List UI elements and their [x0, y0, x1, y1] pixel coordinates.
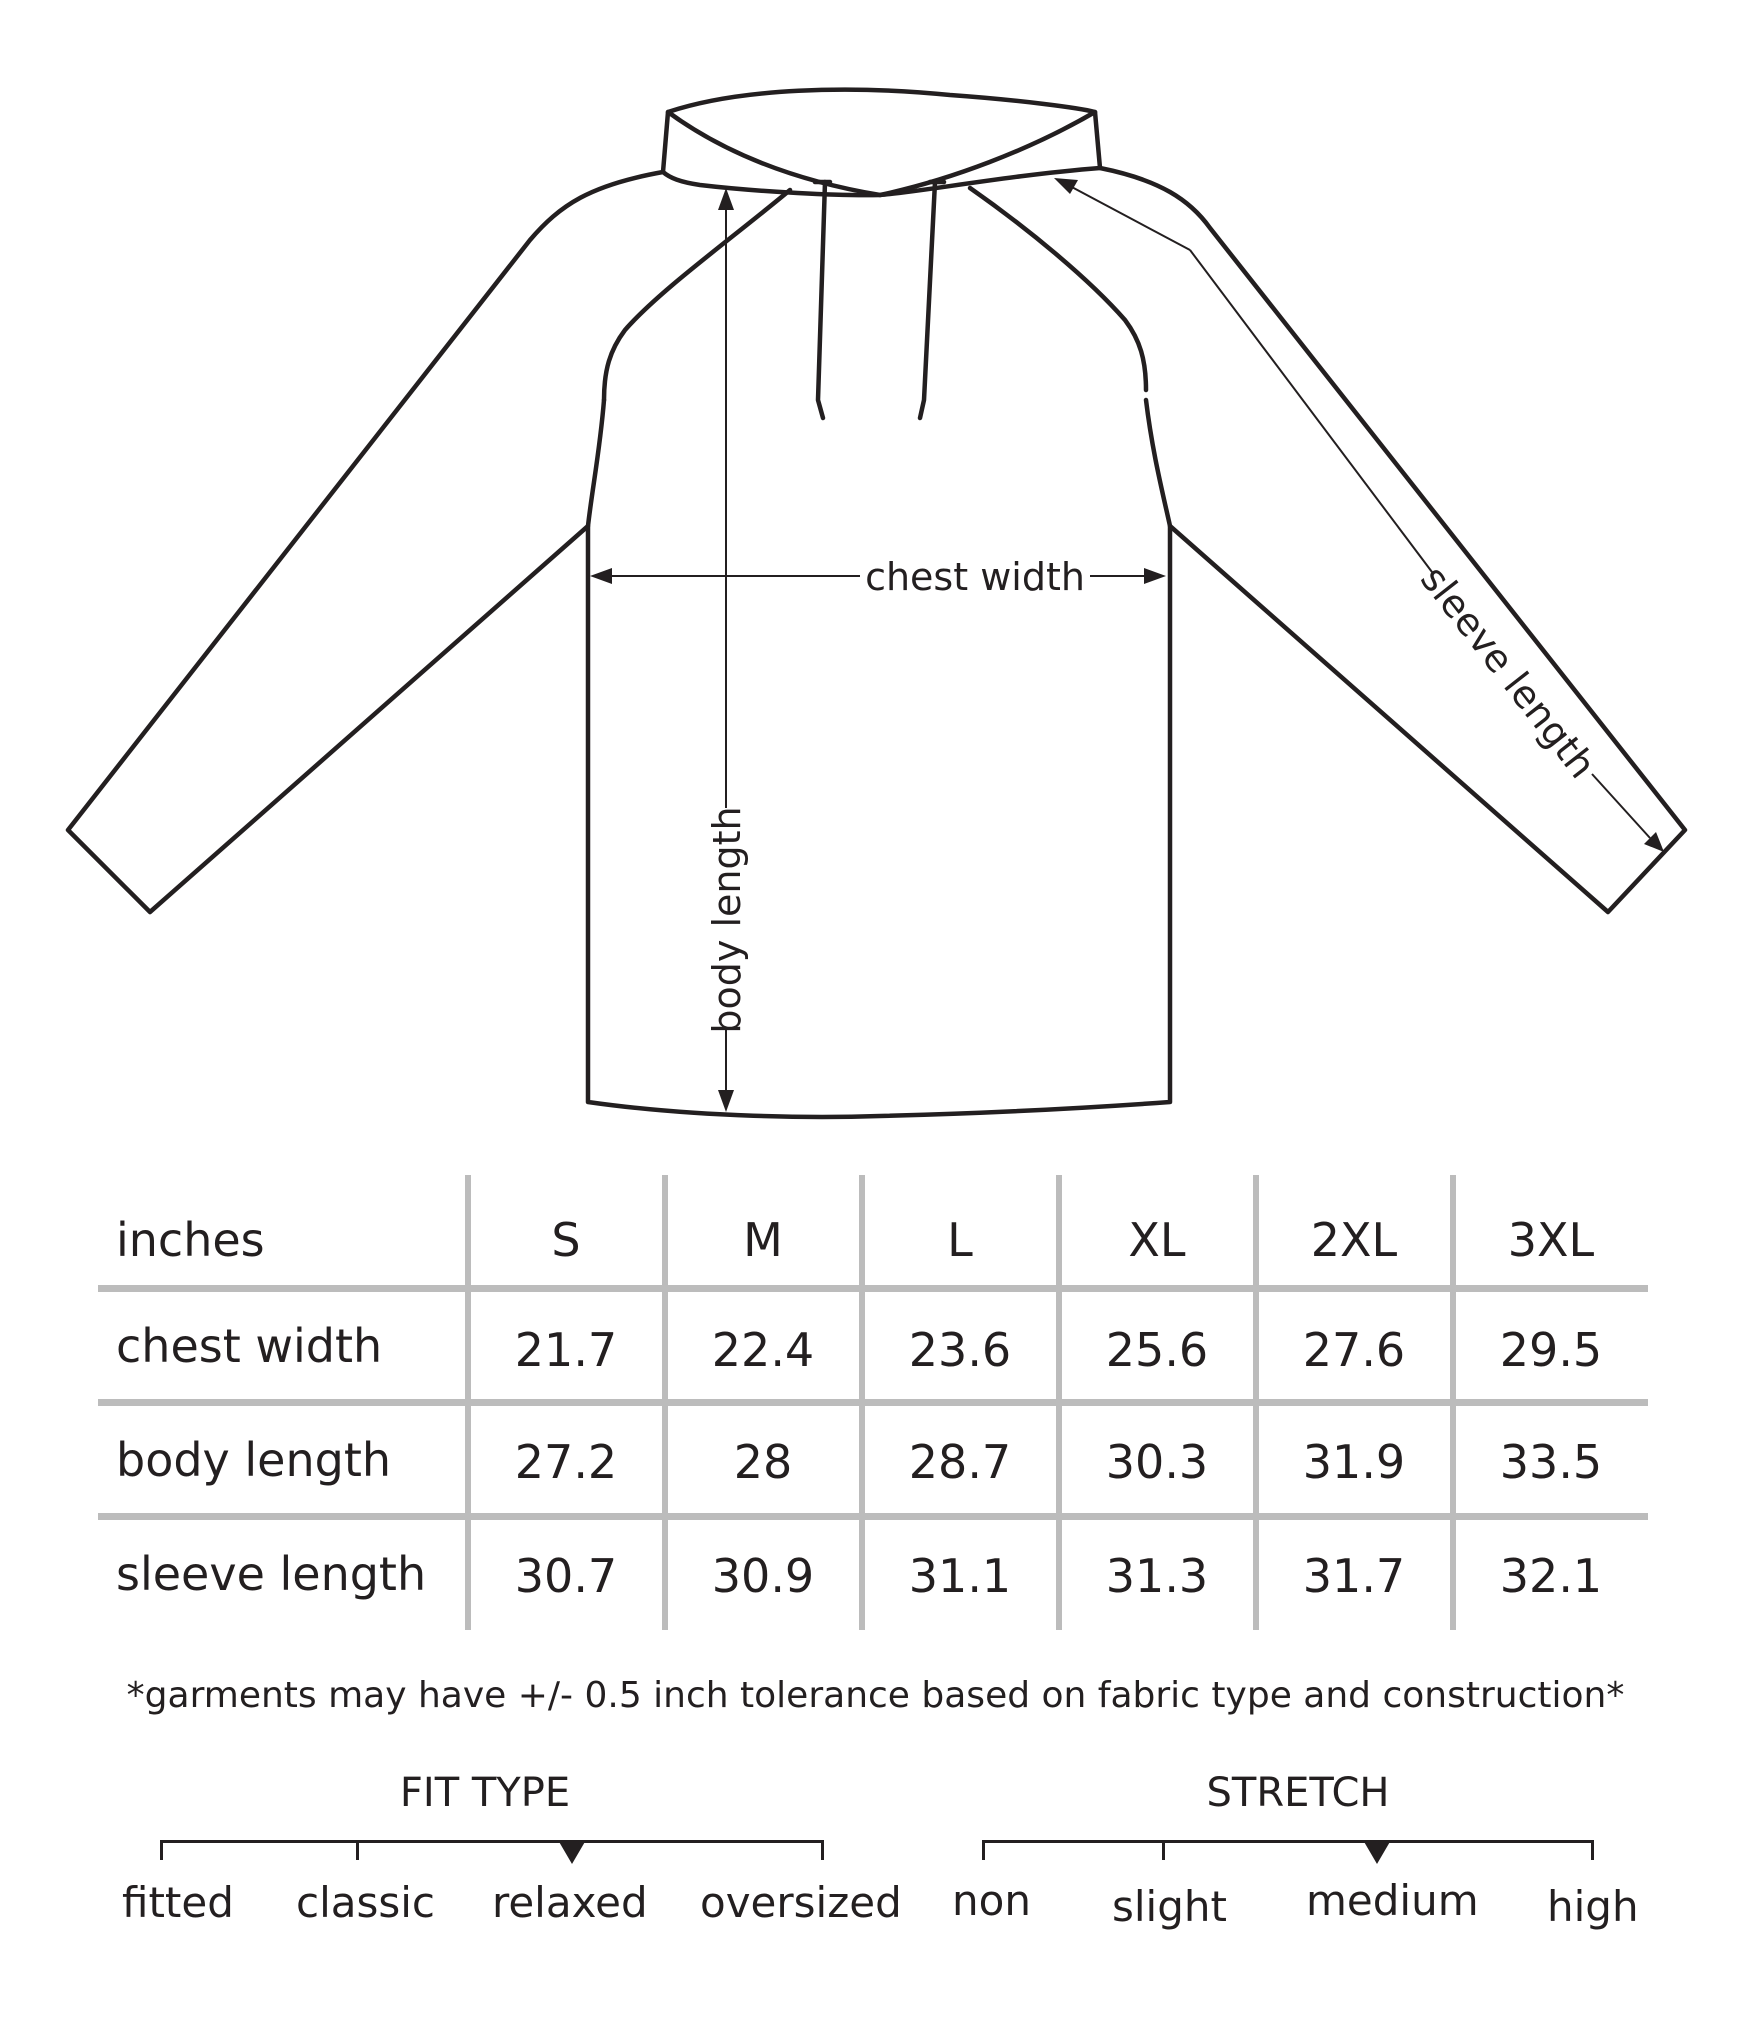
table-cell: 32.1 [1499, 1549, 1603, 1603]
table-cell: 31.1 [908, 1549, 1012, 1603]
table-cell: 30.7 [514, 1549, 618, 1603]
fit-type-option: classic [296, 1878, 436, 1927]
table-cell: 27.6 [1302, 1323, 1406, 1377]
row-label: body length [116, 1433, 392, 1487]
stretch-line [982, 1840, 1594, 1843]
stretch-option: slight [1112, 1882, 1227, 1931]
table-cell: 25.6 [1105, 1323, 1209, 1377]
stretch-marker [1363, 1840, 1391, 1864]
table-divider [98, 1513, 1648, 1520]
table-cell: 29.5 [1499, 1323, 1603, 1377]
table-cell: 28.7 [908, 1435, 1012, 1489]
stretch-tick [1162, 1840, 1165, 1860]
fit-type-line [160, 1840, 824, 1843]
fit-type-option: relaxed [492, 1878, 648, 1927]
stretch-option: medium [1306, 1876, 1479, 1925]
size-header: XL [1128, 1213, 1186, 1267]
table-cell: 22.4 [711, 1323, 815, 1377]
chest-width-measure [590, 555, 1166, 599]
fit-type-tick [356, 1840, 359, 1860]
size-table [98, 1175, 1648, 1630]
fit-type-title: FIT TYPE [399, 1770, 571, 1816]
row-label: chest width [116, 1319, 383, 1373]
fit-type-tick [160, 1840, 163, 1860]
size-header: 3XL [1507, 1213, 1595, 1267]
size-header: S [551, 1213, 581, 1267]
size-header: L [947, 1213, 973, 1267]
stretch-title: STRETCH [1206, 1770, 1390, 1816]
table-cell: 31.7 [1302, 1549, 1406, 1603]
unit-header: inches [116, 1213, 265, 1267]
tolerance-note: *garments may have +/- 0.5 inch tolerance based on fabric type and construction* [126, 1675, 1625, 1716]
stretch-tick [1591, 1840, 1594, 1860]
chest-width-label: chest width [865, 555, 1085, 599]
stretch-tick [982, 1840, 985, 1860]
body-length-label: body length [705, 806, 749, 1034]
row-label: sleeve length [116, 1547, 427, 1601]
size-header: M [743, 1213, 783, 1267]
fit-type-tick [821, 1840, 824, 1860]
table-cell: 21.7 [514, 1323, 618, 1377]
table-cell: 31.3 [1105, 1549, 1209, 1603]
table-cell: 31.9 [1302, 1435, 1406, 1489]
stretch-option: high [1547, 1882, 1639, 1931]
table-divider [98, 1399, 1648, 1406]
table-cell: 33.5 [1499, 1435, 1603, 1489]
size-header: 2XL [1310, 1213, 1398, 1267]
table-cell: 23.6 [908, 1323, 1012, 1377]
sleeve-length-measure [1054, 178, 1664, 852]
sleeve-length-label: sleeve length [1412, 557, 1605, 787]
table-cell: 30.3 [1105, 1435, 1209, 1489]
table-cell: 30.9 [711, 1549, 815, 1603]
fit-type-marker [558, 1840, 586, 1864]
table-cell: 28 [733, 1435, 793, 1489]
fit-type-option: oversized [700, 1878, 902, 1927]
fit-type-option: fitted [122, 1878, 234, 1927]
body-length-measure [705, 188, 749, 1112]
table-cell: 27.2 [514, 1435, 618, 1489]
table-divider [98, 1285, 1648, 1292]
stretch-option: non [952, 1876, 1031, 1925]
